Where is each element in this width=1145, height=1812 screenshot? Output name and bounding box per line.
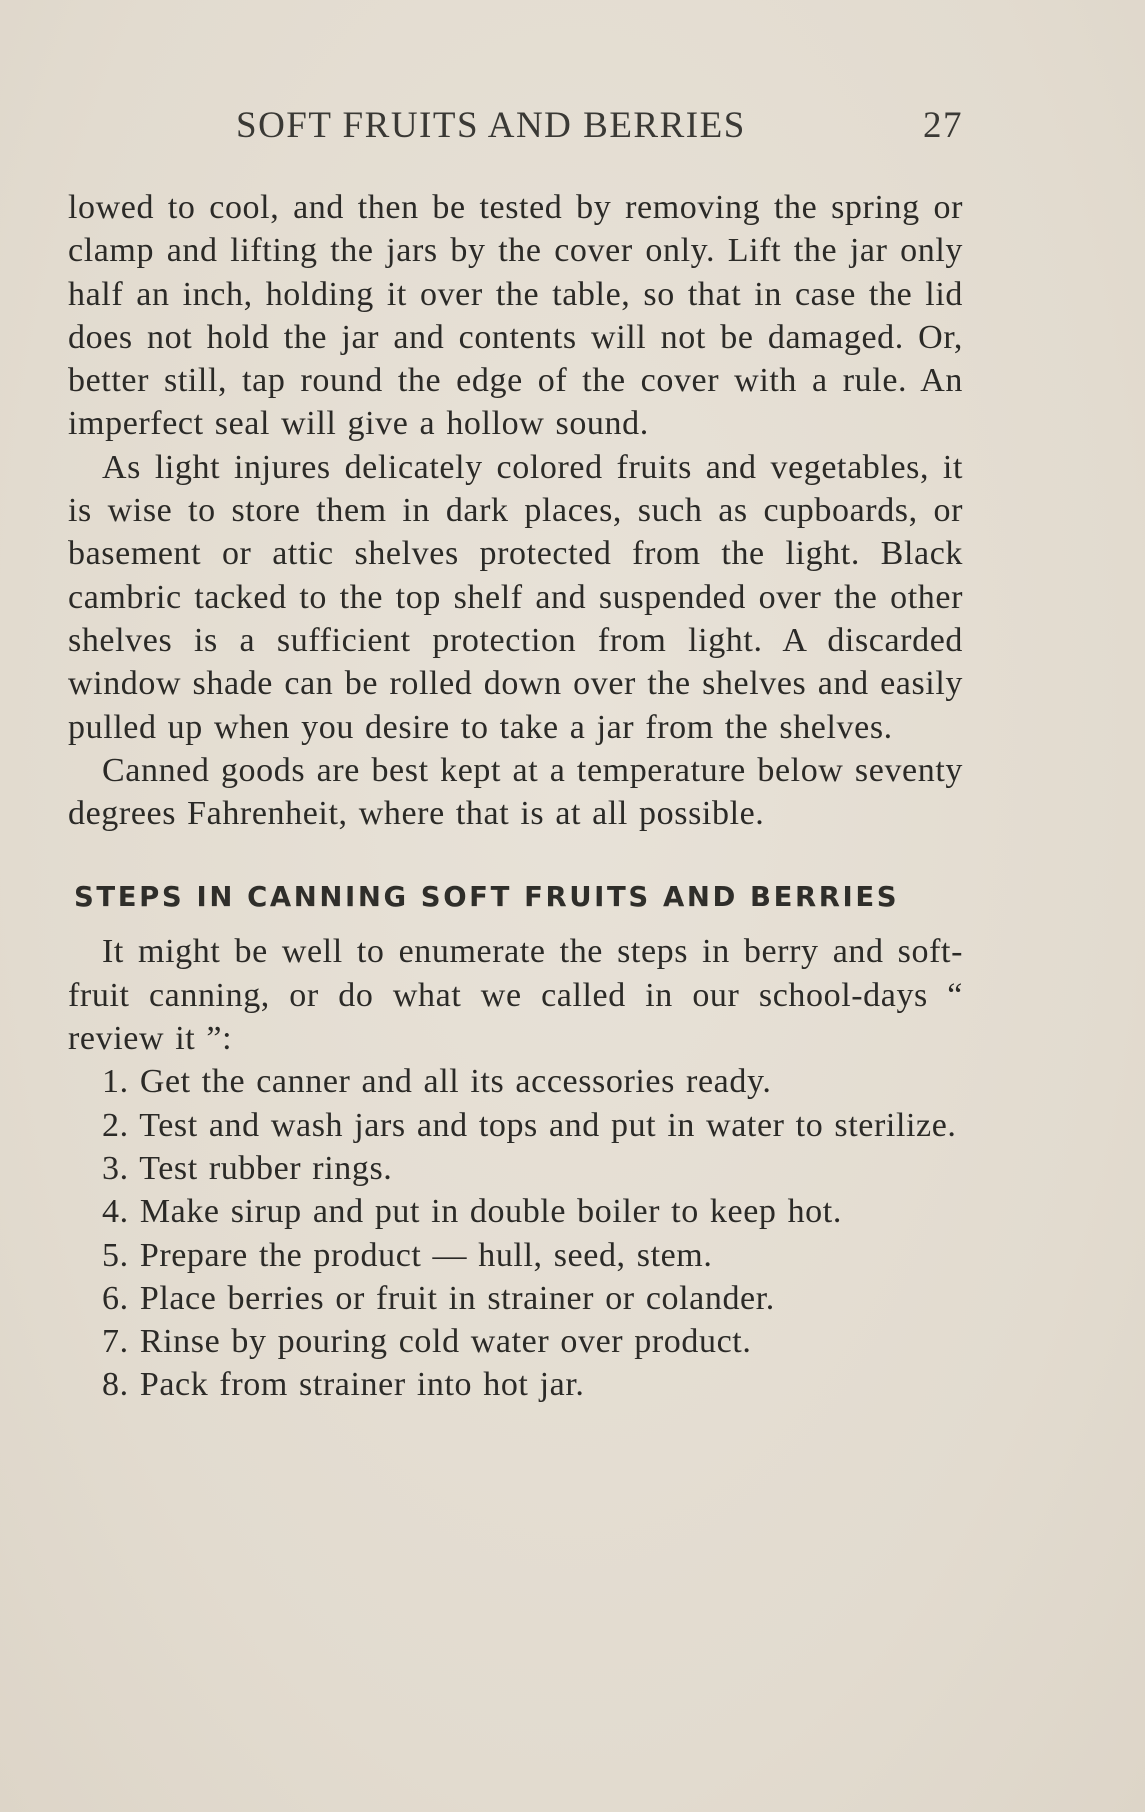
step-text: Place berries or fruit in strainer or colander. — [139, 1279, 775, 1317]
step-number: 6. — [102, 1279, 129, 1317]
step-item — [68, 1320, 963, 1363]
step-text: Test and wash jars and tops and put in water to sterilize. — [139, 1106, 957, 1144]
page-number: 27 — [923, 105, 963, 146]
paragraph-continued: lowed to cool, and then be tested by removing the spring or clamp and lifting the jars by the cover only. Lift the jar only half an inch, holding it over the table, so that in case the lid does not hold the jar and contents will not be damaged. Or, better still, tap round the edge of the cover with a rule. An imperfect seal will give a hollow sound. — [68, 189, 963, 443]
running-title: SOFT FRUITS AND BERRIES — [236, 105, 746, 146]
section-heading: STEPS IN CANNING SOFT FRUITS AND BERRIES — [74, 881, 900, 914]
section-intro: It might be well to enumerate the steps in berry and soft-fruit canning, or do what we called in our school-days “ review it ”: — [68, 933, 963, 1058]
step-number: 7. — [102, 1323, 129, 1361]
step-number: 8. — [102, 1366, 129, 1404]
step-item — [68, 1190, 963, 1233]
step-text: Make sirup and put in double boiler to keep hot. — [139, 1193, 842, 1231]
paragraph-temperature: Canned goods are best kept at a temperature below seventy degrees Fahrenheit, where that is at all possible. — [68, 751, 963, 833]
step-text: Pack from strainer into hot jar. — [139, 1366, 585, 1404]
step-number: 3. — [102, 1149, 129, 1187]
running-head — [68, 104, 963, 152]
step-number: 1. — [102, 1063, 129, 1101]
step-item — [68, 1277, 963, 1320]
step-number: 5. — [102, 1236, 129, 1274]
step-text: Rinse by pouring cold water over product. — [139, 1323, 752, 1361]
step-item — [68, 1147, 963, 1190]
step-number: 4. — [102, 1193, 129, 1231]
paragraph-light-storage: As light injures delicately colored fruits and vegetables, it is wise to store them in dark places, such as cupboards, or basement or attic shelves protected from the light. Black cambric tacked to the top shelf and suspended over the other shelves is a sufficient protection from light. A discarded window shade can be rolled down over the shelves and easily pulled up when you desire to take a jar from the shelves. — [68, 448, 963, 746]
step-item — [68, 1104, 963, 1147]
step-number: 2. — [102, 1106, 129, 1144]
step-text: Prepare the product — hull, seed, stem. — [139, 1236, 713, 1274]
step-item — [68, 1234, 963, 1277]
step-item — [68, 1363, 963, 1406]
step-text: Test rubber rings. — [139, 1149, 393, 1187]
body-text — [68, 186, 963, 1407]
step-item — [68, 1060, 963, 1103]
steps-list — [68, 1060, 963, 1406]
step-text: Get the canner and all its accessories ready. — [139, 1063, 772, 1101]
